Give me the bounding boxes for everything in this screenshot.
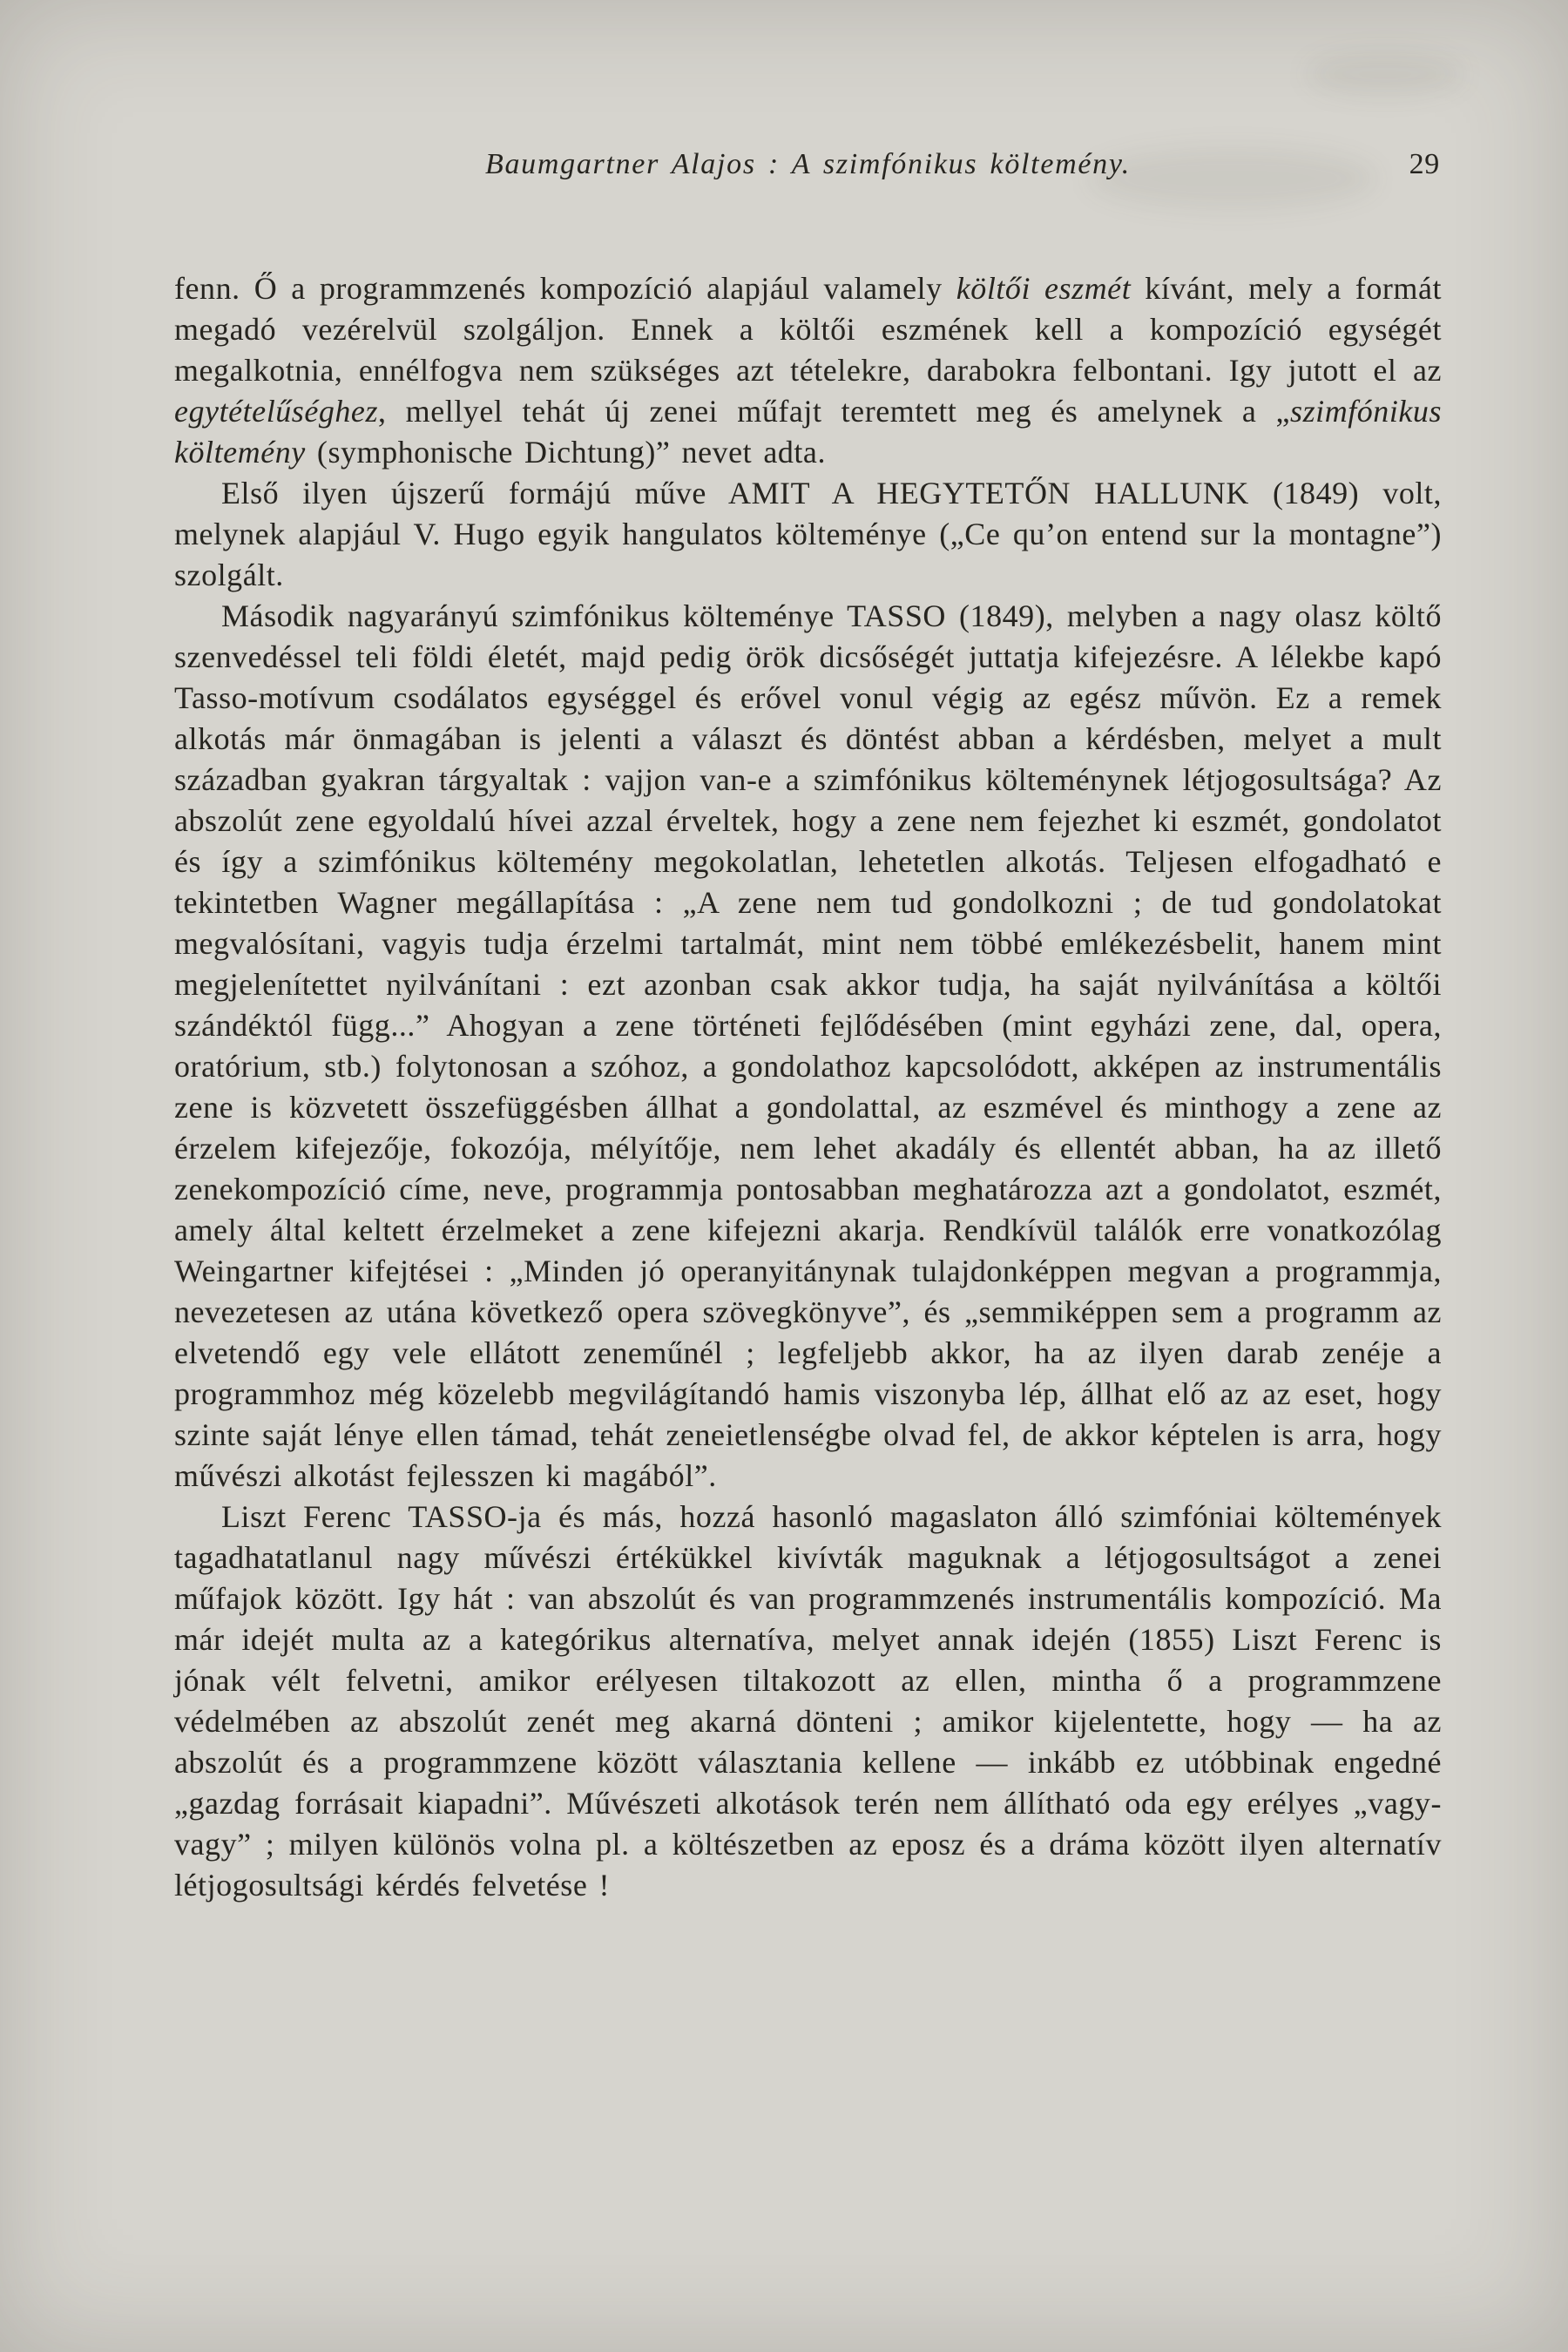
body-text: Liszt Ferenc TASSO-ja és más, hozzá hasonló magaslaton álló szimfóniai költemények tagadhatatlanul nagy művészi értékükkel kivívták maguknak a létjogosultságot a zenei műfajok között. Igy hát : van abszolút és van programmzenés instrumentális kompozíció. Ma már idejét multa az a kategórikus alternatíva, melyet annak idején (1855) Liszt Ferenc is jónak vélt felvetni, amikor erélyesen tiltakozott az ellen, mintha ő a programmzene védelmében az abszolút zenét meg akarná dönteni ; amikor kijelentette, hogy — ha az abszolút és a programmzene között választania kellene — inkább ez utóbbinak engedné „gazdag forrásait kiapadni”. Művészeti alkotások terén nem állítható oda egy erélyes „vagy-vagy” ; milyen különös volna pl. a költészetben az eposz és a dráma között ilyen alternatív létjogosultsági kérdés felvetése ! <box>174 1499 1442 1903</box>
body-text: Második nagyarányú szimfónikus költeménye TASSO (1849), melyben a nagy olasz költő szenvedéssel teli földi életét, majd pedig örök dicsőségét juttatja kifejezésre. A lélekbe kapó Tasso-motívum csodálatos egységgel és erővel vonul végig az egész művön. Ez a remek alkotás már önmagában is jelenti a választ és döntést abban a kérdésben, melyet a mult században gyakran tárgyaltak : vajjon van-e a szimfónikus költeménynek létjogosultsága? Az abszolút zene egyoldalú hívei azzal érveltek, hogy a zene nem fejezhet ki eszmét, gondolatot és így a szimfónikus költemény megokolatlan, lehetetlen alkotás. Teljesen elfogadható e tekintetben Wagner megállapítása : „A zene nem tud gondolkozni ; de tud gondolatokat megvalósítani, vagyis tudja érzelmi tartalmát, mint nem többé emlékezésbelit, hanem mint megjelenítettet nyilvánítani : ezt azonban csak akkor tudja, ha saját nyilvánítása a költői szándéktól függ...” Ahogyan a zene történeti fejlődésében (mint egyházi zene, dal, opera, oratórium, stb.) folytonosan a szóhoz, a gondolathoz kapcsolódott, akképen az instrumentális zene is közvetett összefüggésben állhat a gondolattal, az eszmével és minthogy a zene az érzelem kifejezője, fokozója, mélyítője, nem lehet akadály és ellentét abban, ha az illető zenekompozíció címe, neve, programmja pontosabban meghatározza azt a gondolatot, eszmét, amely által keltett érzelmeket a zene kifejezni akarja. Rendkívül találók erre vonatkozólag Weingartner kifejtései : „Minden jó operanyitánynak tulajdonképpen megvan a programmja, nevezetesen az utána következő opera szövegkönyve”, és „semmiképpen sem a programm az elvetendő egy vele ellátott zeneműnél ; legfeljebb akkor, ha az ilyen darab zenéje a programmhoz még közelebb megvilágítandó hamis viszonyba lép, állhat elő az az eset, hogy szinte saját lénye ellen támad, tehát zeneietlenségbe olvad fel, de akkor képtelen is arra, hogy művészi alkotást fejlesszen ki magából”. <box>174 598 1442 1493</box>
paragraph <box>174 1497 1442 1906</box>
body-text: , mellyel tehát új zenei műfajt teremtett meg és amelynek a „ <box>378 394 1291 429</box>
page-body <box>174 268 1442 1906</box>
body-text: (symphonische Dichtung)” nevet adta. <box>305 435 826 470</box>
italic-text: költői eszmét <box>956 271 1132 306</box>
paragraph <box>174 596 1442 1497</box>
paragraph <box>174 268 1442 473</box>
italic-text: szimfónikus költemény <box>174 394 1442 470</box>
body-text: fenn. Ő a programmzenés kompozíció alapjául valamely <box>174 271 956 306</box>
body-text: kívánt, mely a formát megadó vezérelvül szolgáljon. Ennek a költői eszmének kell a kompozíció egységét megalkotnia, ennélfogva nem szükséges azt tételekre, darabokra felbontani. Igy jutott el az <box>174 271 1442 388</box>
body-text: Első ilyen újszerű formájú műve AMIT A HEGYTETŐN HALLUNK (1849) volt, melynek alapjául V. Hugo egyik hangulatos költeménye („Ce qu’on entend sur la montagne”) szolgált. <box>174 476 1442 592</box>
page-header <box>174 148 1442 190</box>
running-title: Baumgartner Alajos : A szimfónikus költemény. <box>485 148 1131 180</box>
paragraph <box>174 473 1442 596</box>
italic-text: egytételűséghez <box>174 394 378 429</box>
page-number: 29 <box>1409 148 1440 180</box>
scan-smudge <box>1307 52 1463 96</box>
